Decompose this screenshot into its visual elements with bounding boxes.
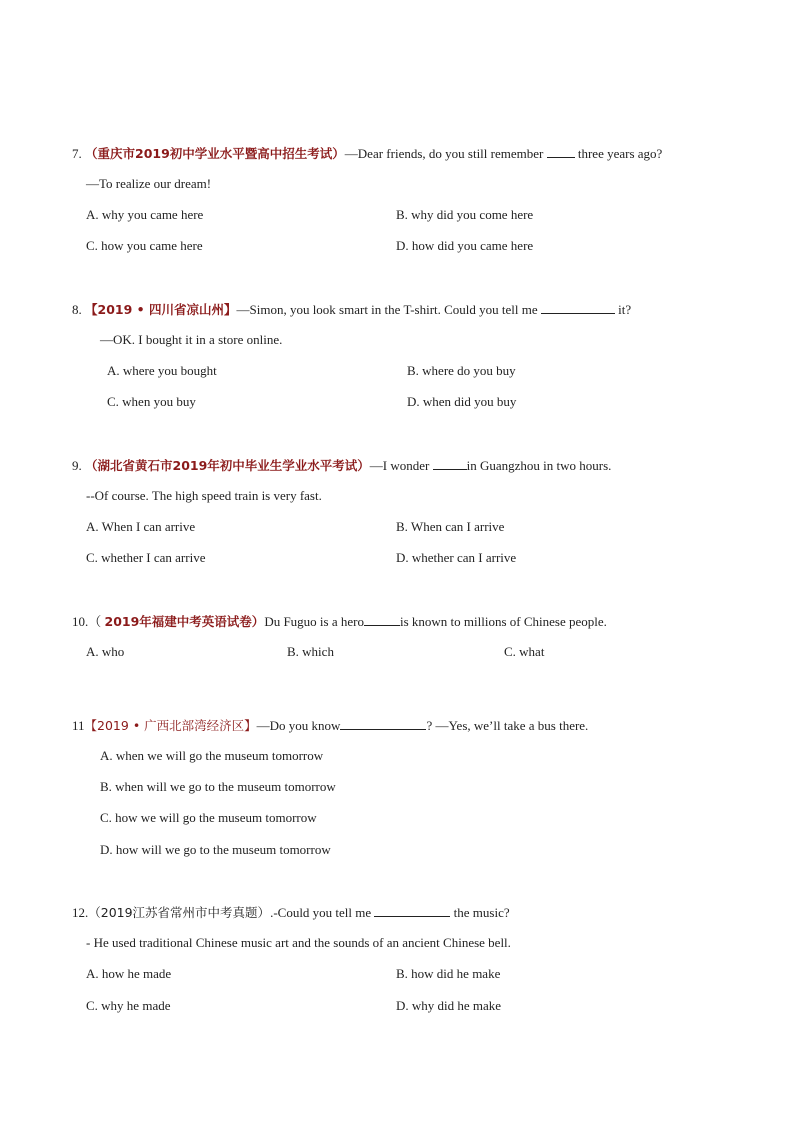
question-source: 【2019 • 广西北部湾经济区】 [84, 718, 257, 733]
question-stem-text-end: it? [614, 302, 632, 317]
option-d: D. when did you buy [407, 394, 517, 409]
option-b: B. when will we go to the museum tomorrow [100, 779, 336, 794]
question-stem-text: Du Fuguo is a hero [264, 614, 364, 629]
question-stem-text: .-Could you tell me [270, 905, 375, 920]
question-source: （重庆市2019初中学业水平暨高中招生考试） [85, 146, 345, 161]
answer-blank [374, 904, 450, 917]
option-d: D. whether can I arrive [396, 550, 517, 565]
option-c: C. how you came here [86, 238, 203, 253]
question-9-stem [72, 457, 611, 474]
question-10-stem [72, 613, 607, 630]
question-12-stem [72, 904, 510, 921]
option-a: A. how he made [86, 966, 172, 981]
question-source: 2019年福建中考英语试卷） [104, 614, 265, 629]
option-b: B. how did he make [396, 966, 501, 981]
question-stem-text-end: three years ago? [574, 146, 663, 161]
option-c: C. what [504, 644, 545, 659]
option-a: A. When I can arrive [86, 519, 196, 534]
answer-blank [433, 457, 467, 470]
question-stem-text-end: is known to millions of Chinese people. [399, 614, 607, 629]
question-stem-text-end: in Guangzhou in two hours. [466, 458, 612, 473]
question-stem-text: —Dear friends, do you still remember [344, 146, 547, 161]
question-number: 12. [72, 905, 89, 920]
option-b: B. why did you come here [396, 207, 534, 222]
option-b: B. which [287, 644, 334, 659]
question-number: 7. [72, 146, 82, 161]
option-c: C. whether I can arrive [86, 550, 206, 565]
answer-blank [340, 717, 426, 730]
question-number: 11 [72, 718, 85, 733]
answer-blank [547, 145, 575, 158]
question-stem-text-end: ? —Yes, we’ll take a bus there. [426, 718, 589, 733]
option-d: D. how will we go to the museum tomorrow [100, 842, 331, 857]
question-11-stem [72, 717, 588, 734]
question-source: （2019江苏省常州市中考真题） [88, 905, 271, 920]
option-c: C. how we will go the museum tomorrow [100, 810, 317, 825]
question-8-stem [72, 301, 631, 318]
question-8-reply: —OK. I bought it in a store online. [100, 332, 283, 347]
option-a: A. why you came here [86, 207, 204, 222]
option-a: A. where you bought [107, 363, 217, 378]
answer-blank [364, 613, 400, 626]
question-9-reply: --Of course. The high speed train is very fast. [86, 488, 322, 503]
option-c: C. when you buy [107, 394, 196, 409]
question-7-stem [72, 145, 662, 162]
question-stem-text: —I wonder [369, 458, 433, 473]
question-source: （湖北省黄石市2019年初中毕业生学业水平考试） [85, 458, 370, 473]
option-d: D. why did he make [396, 998, 502, 1013]
question-source: 【2019 • 四川省凉山州】 [85, 302, 237, 317]
question-7-reply: —To realize our dream! [86, 176, 212, 191]
question-stem-text: —Do you know [256, 718, 341, 733]
question-stem-text-end: the music? [450, 905, 510, 920]
answer-blank [541, 301, 615, 314]
option-a: A. when we will go the museum tomorrow [100, 748, 324, 763]
option-b: B. where do you buy [407, 363, 516, 378]
option-a: A. who [86, 644, 125, 659]
option-b: B. When can I arrive [396, 519, 505, 534]
question-number: 10.（ [72, 614, 102, 629]
question-number: 9. [72, 458, 82, 473]
question-stem-text: —Simon, you look smart in the T-shirt. Could you tell me [236, 302, 541, 317]
question-12-reply: - He used traditional Chinese music art and the sounds of an ancient Chinese bell. [86, 935, 511, 950]
question-number: 8. [72, 302, 82, 317]
option-c: C. why he made [86, 998, 171, 1013]
option-d: D. how did you came here [396, 238, 534, 253]
